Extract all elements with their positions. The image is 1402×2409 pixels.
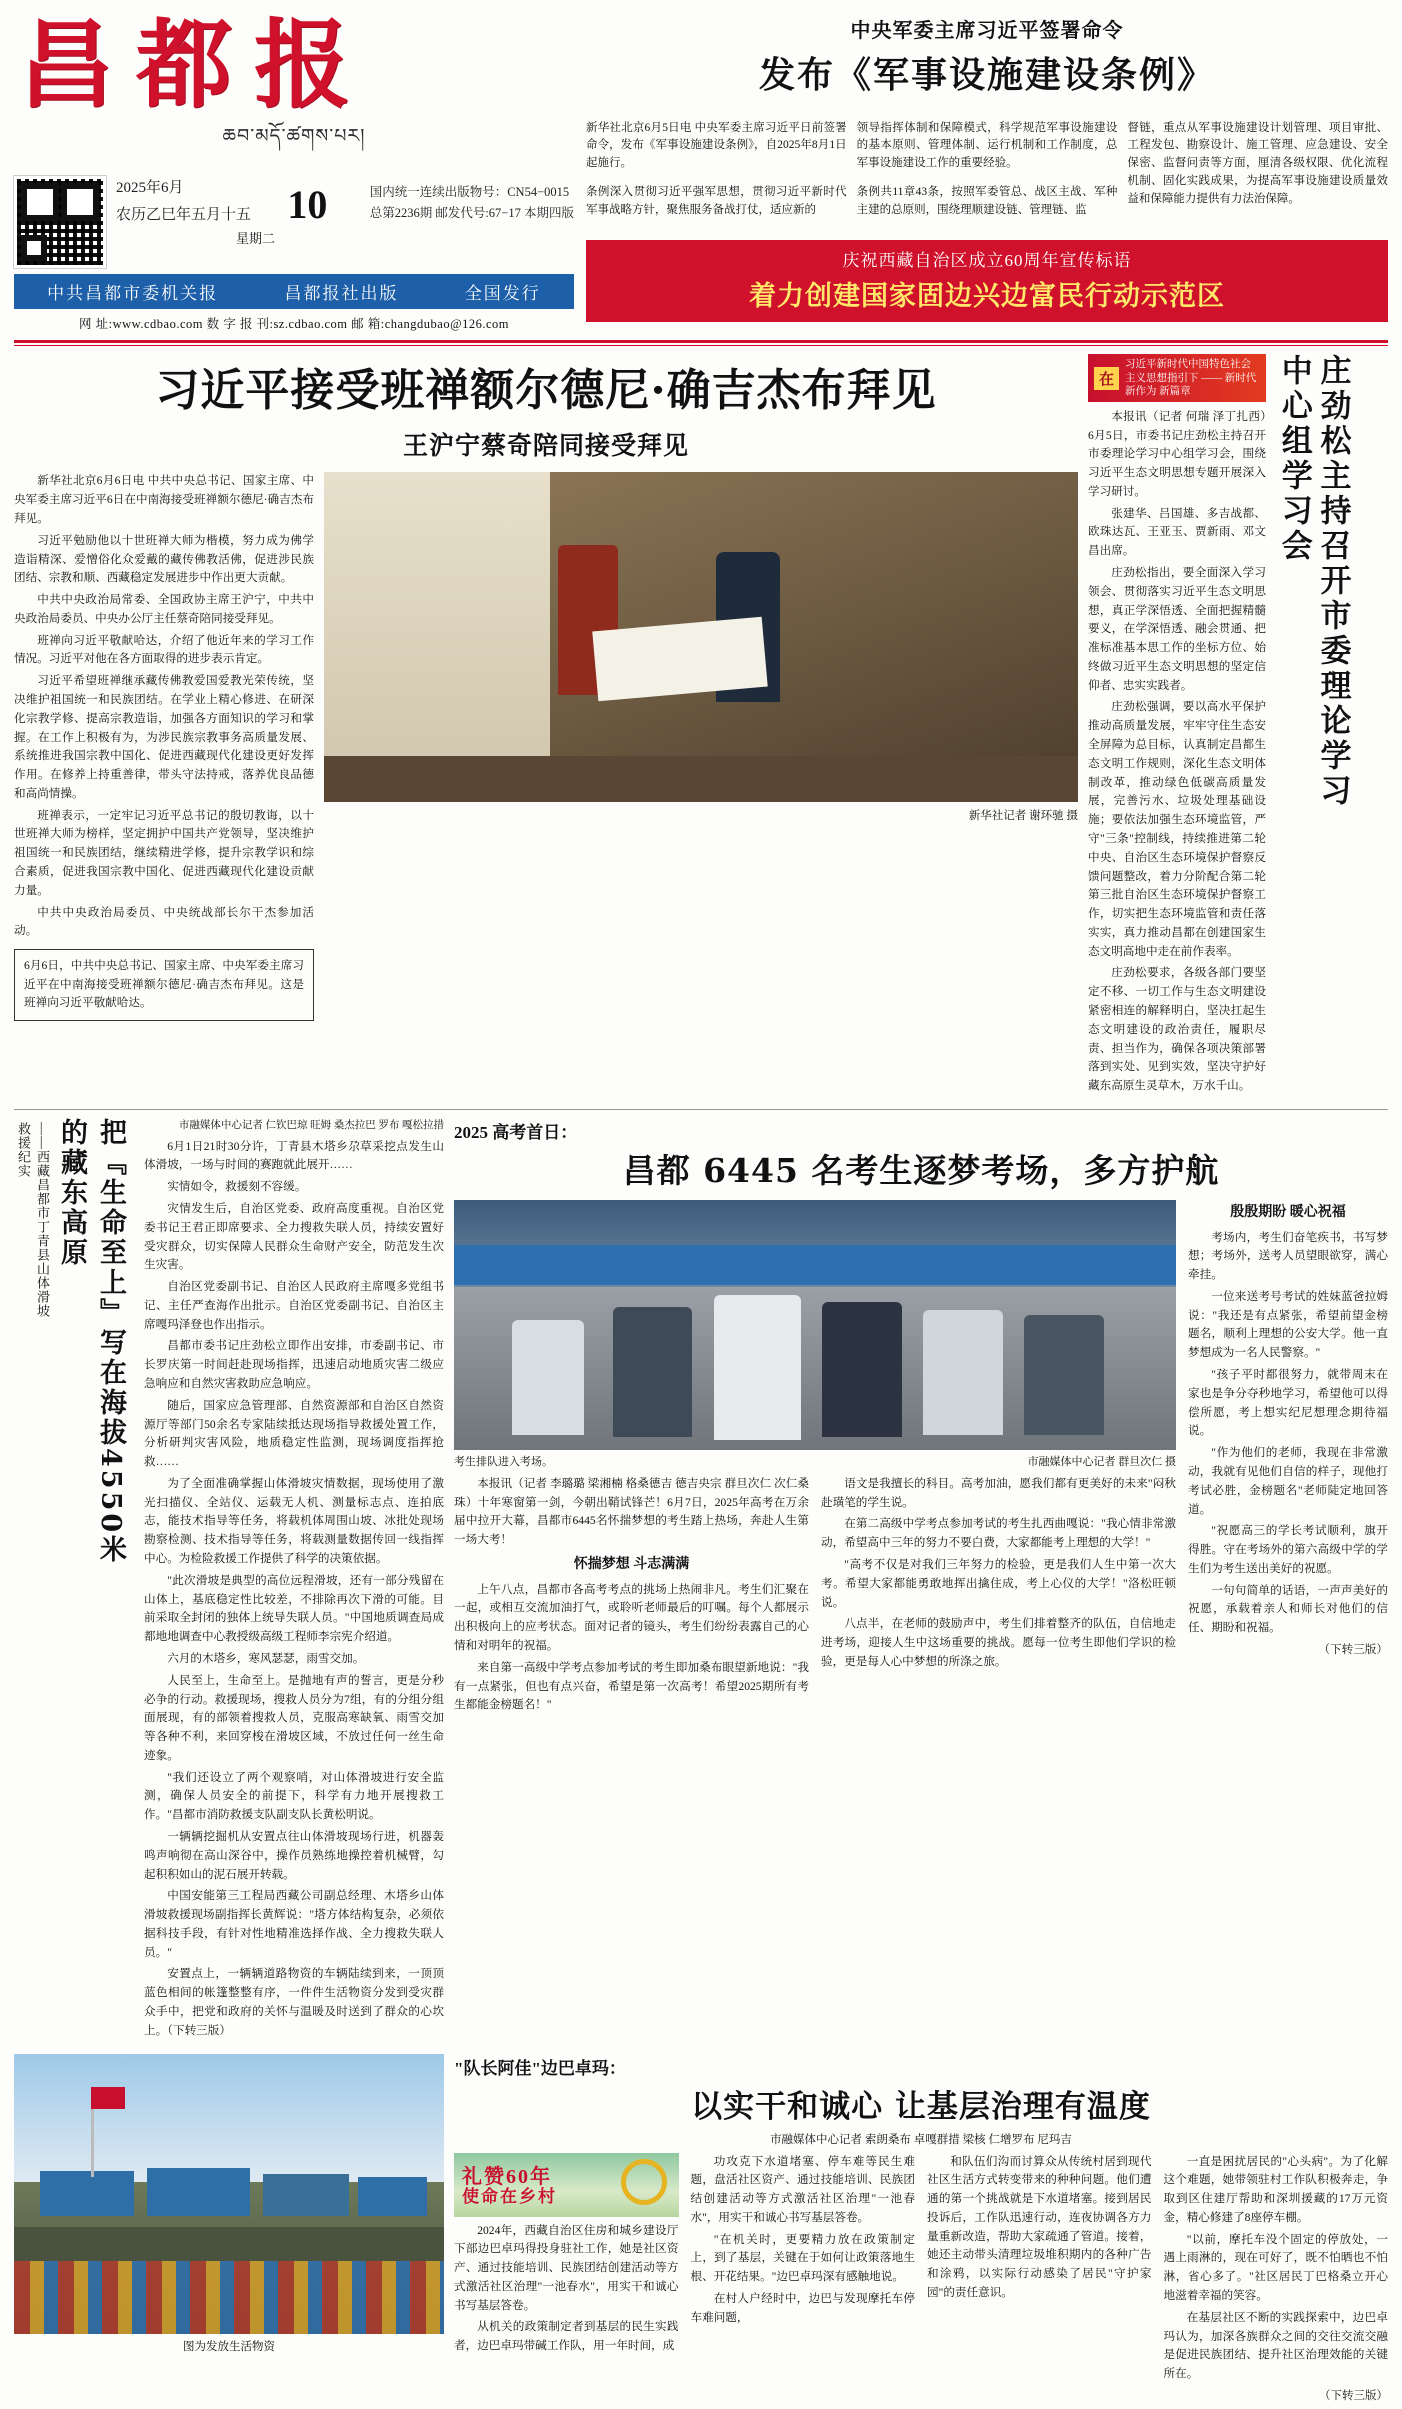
weekday: 星期二 <box>236 231 276 247</box>
gaokao-para: 在第二高级中学考点参加考试的考生扎西曲嘎说："我心情非常激动，希望高中三年的努力不要白费，大家都能考上理想的大学！" <box>821 1517 1176 1550</box>
gaokao-para: 八点半，在老师的鼓励声中，考生们排着整齐的队伍，自信地走进考场，迎接人生中这场重要的挑战。愿每一位考生即他们学识的检验，更是每人心中梦想的所涤之旅。 <box>821 1617 1176 1668</box>
relief-supplies-photo <box>14 2054 444 2334</box>
relief-para: 随后，国家应急管理部、自然资源部和自治区自然资源厅等部门50余名专家陆续抵达现场指导救援处置工作，分析研判灾害风险，地质稳定性监测，现场调度指挥抢救…… <box>144 1398 444 1469</box>
publisher-org: 中共昌都市委机关报 <box>47 284 219 304</box>
masthead <box>14 10 1388 332</box>
divider-red-thin <box>14 345 1388 346</box>
middle-section <box>14 1109 1388 2044</box>
grassroots-para: 在基层社区不断的实践探索中，边巴卓玛认为，加深各族群众之间的交往交流交融是促进民族团结、提升社区治理效能的关键所在。 <box>1163 2310 1388 2381</box>
relief-para: 六月的木塔乡，寒风瑟瑟，雨雪交加。 <box>167 1651 365 1665</box>
header-columns <box>586 108 1388 232</box>
lunar-date: 农历乙巳年五月十五 <box>116 207 252 224</box>
grassroots-kicker: "队长阿佳"边巴卓玛： <box>454 2058 626 2078</box>
gaokao-para2: "作为他们的老师，我现在非常激动，我就有见他们自信的样子，现他打考试必胜，金榜题名"老师陡定地回答道。 <box>1188 1446 1388 1516</box>
gaokao-para: 语文是我擅长的科目。高考加油，愿我们都有更美好的未来"闷秋赴璜笔的学生说。 <box>821 1476 1176 1509</box>
grassroots-para: 功攻克下水道堵塞、停车难等民生难题，盘活社区资产、通过技能培训、民族团结创建活动等方式激活社区治理"一池春水"，用实干和诚心书写基层答卷。 <box>690 2154 915 2224</box>
grassroots-col-4 <box>1164 2153 1389 2409</box>
gaokao-para: 上午八点，昌都市各高考考点的挑场上热闹非凡。考生们汇聚在一起，或相互交流加油打气，或聆听老师最后的叮嘱。每个人都展示出积极向上的应考状态。面对记者的镜头，考生们纷纷表露自己的心情和对明年的祝福。 <box>454 1582 809 1653</box>
lead-para: 班禅表示，一定牢记习近平总书记的殷切教诲，以十世班禅大师为榜样，坚定拥护中国共产党领导，坚决维护祖国统一和民族团结，继续精进学修，提升宗教学识和综合素质，促进我国宗教中国化、促进西藏现代化建设贡献力量。 <box>14 808 314 897</box>
grassroots-headline: 以实干和诚心 让基层治理有温度 <box>691 2088 1151 2125</box>
gaokao-para: 来自第一高级中学考点参加考试的考生即加桑布眼望新地说："我有一点紧张，但也有点兴奋，希望是第一次高考！希望2025期所有考生都能金榜题名！" <box>454 1660 809 1712</box>
qr-code[interactable] <box>14 176 106 268</box>
grassroots-para: "在机关时，更要精力放在政策制定上，到了基层，关键在于如何让政策落地生根、开花结果。"边巴卓玛深有感触地说。 <box>690 2232 915 2284</box>
emblem-line-1: 礼赞60年 <box>462 2165 552 2188</box>
tibetan-nameplate: ཆབ་མདོ་ཚགས་པར། <box>222 125 366 148</box>
lead-right-column <box>1088 354 1388 1099</box>
theory-badge <box>1088 354 1266 401</box>
grassroots-columns <box>454 2153 1388 2409</box>
gaokao-para: "高考不仅是对我们三年努力的检验，更是我们人生中第一次大考。希望大家都能勇敢地挥出擒住成，考上心仪的大学！"洛松旺顿说。 <box>821 1558 1176 1609</box>
grassroots-col-1 <box>454 2153 679 2409</box>
contact-line[interactable]: 网 址:www.cdbao.com 数 字 报 刊:sz.cdbao.com 邮 箱:changdubao@126.com <box>78 317 509 332</box>
publisher-house: 昌都报社出版 <box>284 284 399 304</box>
masthead-left <box>14 10 574 332</box>
relief-story-title-block <box>14 1118 134 2044</box>
theory-para: 庄劲松指出，要全面深入学习领会、贯彻落实习近平生态文明思想，真正学深悟透、全面把握精髓要义，在学深悟透、融会贯通、把准标准基本思工作的坐标方位、始终做习近平生态文明思想的坚定信仰者、忠实实践者。 <box>1088 566 1266 692</box>
gaokao-byline: 本报讯（记者 李璐璐 梁湘楠 格桑德吉 德吉央宗 群旦次仁 次仁桑珠）十年寒窗第一剑，今朝出鞘试锋芒！6月7日，2025年高考在万余届中拉开大幕，昌都市6445名怀揣梦想的考生踏上热场，奔赴人生第一场大考！ <box>454 1476 809 1547</box>
relief-para: 人民至上，生命至上。是抛地有声的誓言，更是分秒必争的行动。救援现场，搜救人员分为7组，有的分组分组面展现，有的部领着搜救人员，克服高寒缺氧、雨雪交加等各种不利，来回穿梭在滑坡区域，不放过任何一丝生命迹象。 <box>144 1673 444 1762</box>
relief-para: 昌都市委书记庄劲松立即作出安排，市委副书记、市长罗庆第一时间赶赴现场指挥，迅速启动地质灾害二级应急响应和自然灾害救助应急响应。 <box>144 1339 444 1391</box>
lead-photo-note: 6月6日，中共中央总书记、国家主席、中央军委主席习近平在中南海接受班禅额尔德尼·确吉杰布拜见。这是班禅向习近平敬献哈达。 <box>14 949 314 1021</box>
masthead-right <box>586 10 1388 322</box>
slogan-line-2: 着力创建国家固边兴边富民行动示范区 <box>749 280 1225 311</box>
gaokao-jump: （下转三版） <box>1318 1642 1388 1656</box>
lead-para: 班禅向习近平敬献哈达，介绍了他近年来的学习工作情况。习近平对他在各方面取得的进步表示肯定。 <box>14 633 314 666</box>
gaokao-para2: 一位来送考号考试的姓妹蓝爸拉姆说："我还是有点紧张，希望前望金榜题名，顺利上理想的公安大学。他一直梦想成为一名人民警察。" <box>1188 1289 1388 1360</box>
relief-para: 为了全面准确掌握山体滑坡灾情数据，现场使用了激光扫描仪、全站仪、运载无人机、测量标志点、连拍底志，能技术指导等任务，将载机体周围山坡、冰批处现场勘察检测、技术指导等任务，将载测量数据传回一线指挥中心。为检险救援工作提供了科学的决策依据。 <box>144 1476 444 1566</box>
lead-body <box>14 472 1078 1020</box>
relief-para: 实情如令，救援刻不容缓。 <box>167 1180 307 1194</box>
relief-para: 灾情发生后，自治区党委、政府高度重视。自治区党委书记王君正即席要求、全力搜救失联人员，持续安置好受灾群众，切实保障人民群众生命财产安全，防范发生次生灾害。 <box>144 1201 444 1272</box>
date-block <box>106 176 574 247</box>
relief-para: "此次滑坡是典型的高位远程滑坡，还有一部分残留在山体上，基底稳定性比较差，不排除再次下滑的可能。目前采取全封闭的独体上统导失联人员。"中国地质调查局成都地地调查中心教授级高级工程师李宗宪介绍道。 <box>144 1573 444 1644</box>
gaokao-para2: "祝愿高三的学长考试顺利，旗开得胜。守在考场外的第六高级中学的学生们为考生送出美好的祝愿。 <box>1188 1524 1388 1575</box>
relief-para: 一辆辆挖掘机从安置点往山体滑坡现场行进，机器轰鸣声响彻在高山深谷中，操作员熟练地操控着机械臂，勾起积积如山的泥石展开转载。 <box>144 1829 444 1881</box>
gaokao-sub1: 怀揣梦想 斗志满满 <box>573 1557 690 1573</box>
divider-red-thick <box>14 340 1388 343</box>
gaokao-story <box>454 1118 1388 2044</box>
theory-para: 本报讯（记者 何瑞 泽丁扎西）6月5日，市委书记庄劲松主持召开市委理论学习中心组学习会，围绕习近平生态文明思想专题开展深入学习研讨。 <box>1088 409 1266 498</box>
relief-para: 中国安能第三工程局西藏公司副总经理、木塔乡山体滑坡救援现场副指挥长黄辉说："塔方体结构复杂，必须依据科技手段，有针对性地精准选择作战、全力搜救失联人员。" <box>144 1889 444 1959</box>
lead-main <box>14 354 1078 1099</box>
grassroots-para: 在村人户经时中，边巴与发现摩托车停车难问题， <box>690 2292 915 2324</box>
header-kicker: 中央军委主席习近平签署命令 <box>850 20 1124 42</box>
lead-headline: 习近平接受班禅额尔德尼·确吉杰布拜见 <box>155 365 937 417</box>
lead-photo-block <box>324 472 1078 1020</box>
header-para: 新华社北京6月5日电 中央军委主席习近平日前签署命令，发布《军事设施建设条例》，自2025年8月1日起施行。 <box>586 121 847 170</box>
red-slogan-banner <box>586 240 1388 322</box>
theory-study-column <box>1088 354 1266 1099</box>
day-number: 10 <box>287 182 328 228</box>
issue-number-total: 总第2236期 邮发代号:67−17 本期四版 <box>369 206 574 221</box>
zai-badge-char: 在 <box>1094 367 1119 390</box>
header-para: 条例深入贯彻习近平强军思想，贯彻习近平新时代军事战略方针，聚焦服务备战打仗，适应新的 <box>586 186 847 217</box>
grassroots-para: 和队伍们沟而讨算众从传统村居到现代社区生活方式转变带来的种种问题。他们遭通的第一个挑战就是下水道堵塞。接到居民投诉后，工作队迅速行动，连夜协调各方力量重新改造，帮助大家疏通了管道。接着，她还主动带头清理垃圾堆积期内的各种广告和涂鸦，以实际行动感染了居民"守护家园"的责任意识。 <box>927 2154 1152 2300</box>
lead-para: 习近平希望班禅继承藏传佛教爱国爱教光荣传统，坚决维护祖国统一和民族团结。在学业上精心修进、在研深化宗教学修、提高宗教造诣，加强各方面知识的学习和掌握。在工作上积极有为，为涉民族宗教事务高质量发展、系统推进我国宗教中国化、促进西藏现代化建设更好发挥作用。在修养上持重善律，带头守法持戒，落养优良品德和高尚情操。 <box>14 674 314 800</box>
grassroots-para: 从机关的政策制定者到基层的民生实践者，边巴卓玛带碱工作队，用一年时间，成 <box>454 2320 679 2353</box>
gaokao-photo-caption: 考生排队进入考场。 <box>454 1455 553 1468</box>
gaokao-para2: 一句句简单的话语，一声声美好的祝愿，承载着亲人和师长对他们的信任、期盼和祝福。 <box>1188 1583 1388 1635</box>
lead-photo-byline: 新华社记者 谢环驰 摄 <box>968 810 1078 823</box>
theory-para: 庄劲松强调，要以高水平保护推动高质量发展，牢牢守住生态安全屏障为总目标，认真制定昌都生态文明工作规则，深化生态文明体制改革，推动绿色低碳高质量发展，完善污水、垃圾处理基础设施；要依法加强生态环境监管，严守"三条"控制线，持续推进第二轮中央、自治区生态环境保护督察反馈问题整改，着力分阶配合第二轮第三批自治区生态环境保护督察工作，切实把生态环境监管和责任落实实，真力推动昌都在创建国家生态文明高地中走在前作表率。 <box>1088 700 1266 958</box>
gaokao-photo-byline: 市融媒体中心记者 群旦次仁 摄 <box>1027 1455 1176 1468</box>
relief-headline: 把『生命至上』写在海拔4550米的藏东高原 <box>56 1117 126 1566</box>
theory-para: 张建华、吕国雄、多吉战都、欧珠达瓦、王亚玉、贾新雨、邓文昌出席。 <box>1088 506 1266 558</box>
lead-subheadline: 王沪宁蔡奇陪同接受拜见 <box>402 433 689 461</box>
header-para: 领导指挥体制和保障模式，科学规范军事设施建设的基本原则、管理体制、运行机制和工作制度，总军事设施建设工作的重要经验。 <box>856 121 1118 170</box>
anniversary-emblem <box>454 2153 679 2217</box>
emblem-line-2: 使命在乡村 <box>462 2187 557 2207</box>
relief-para: "我们还设立了两个观察哨，对山体滑坡进行安全监测，确保人员安全的前提下，科学有力地开展搜救工作。"昌都市消防救援支队副支队长黄松明说。 <box>144 1770 444 1822</box>
gaokao-students-photo <box>454 1200 1176 1450</box>
gaokao-para2: "孩子平时都很努力，就带周末在家也是争分夺秒地学习，希望他可以得偿所愿，考上想实纪尼想理念期待福说。 <box>1188 1368 1388 1438</box>
publisher-bar <box>14 274 574 309</box>
theory-text <box>1088 408 1266 1096</box>
gaokao-kicker: 2025 高考首日： <box>454 1122 578 1142</box>
lead-para: 习近平勉励他以十世班禅大师为楷模，努力成为佛学造诣精深、爱憎俗化众爱戴的藏传佛教活佛，促进涉民族团结、宗教和顺、西藏稳定发展进步中作出更大贡献。 <box>14 533 314 585</box>
relief-subheadline: ——西藏昌都市丁青县山体滑坡救援纪实 <box>16 1121 50 1318</box>
slogan-line-1: 庆祝西藏自治区成立60周年宣传标语 <box>842 250 1132 270</box>
relief-para: 6月1日21时30分许，丁青县木塔乡尕草采挖点发生山体滑坡，一场与时间的赛跑就此展开…… <box>144 1139 444 1172</box>
lead-para: 中共中央政治局委员、中央统战部长尔干杰参加活动。 <box>14 905 314 938</box>
grassroots-jump: （下转三版） <box>1319 2389 1388 2402</box>
theory-para: 庄劲松要求，各级各部门要坚定不移、一切工作与生态文明建设紧密相连的解释明白，坚决扛起生态文明建设的政治责任，履职尽责、担当作为，确保各项决策部署落到实处、见到实效，坚决守护好藏东高原生灵草木，万水千山。 <box>1088 966 1266 1093</box>
issue-number-cn: 国内统一连续出版物号：CN54−0015 <box>369 184 570 199</box>
lead-para: 中共中央政治局常委、全国政协主席王沪宁，中共中央政治局委员、中央办公厅主任蔡奇陪同接受拜见。 <box>14 593 314 625</box>
theory-badge-text: 习近平新时代中国特色社会主义思想指引下 —— 新时代 新作为 新篇章 <box>1125 359 1257 397</box>
grassroots-para: 一直是困扰居民的"心头病"。为了化解这个难题，她带领驻村工作队积极奔走，争取到区住建厅帮助和深圳援藏的17万元资金，精心修建了8座停车棚。 <box>1163 2154 1388 2224</box>
gaokao-sub2: 殷殷期盼 暖心祝福 <box>1230 1204 1346 1220</box>
grassroots-para: 2024年，西藏自治区住房和城乡建设厅下部边巴卓玛得投身驻社工作，她是社区资产、通过技能培训、民族团结创建活动等方式激活社区治理"一池春水"，用实干和诚心书写基层答卷。 <box>454 2223 679 2312</box>
relief-para: 自治区党委副书记、自治区人民政府主席嘎多党组书记、主任严查海作出批示。自治区党委副书记、自治区主席嘎玛泽登也作出指示。 <box>144 1280 444 1331</box>
issue-date: 2025年6月 <box>116 180 184 197</box>
relief-text-column <box>144 1118 444 2044</box>
header-para: 条例共11章43条，按照军委管总、战区主战、军种主建的总原则，围绕理顺建设链、管理链、监 <box>856 186 1118 217</box>
grassroots-story <box>454 2054 1388 2409</box>
bottom-section <box>14 2054 1388 2409</box>
relief-byline: 市融媒体中心记者 仁钦巴琼 旺姆 桑杰拉巴 罗布 嘎松拉措 <box>178 1119 444 1131</box>
grassroots-col-3 <box>927 2153 1152 2409</box>
masthead-info <box>14 176 574 268</box>
gaokao-para2: 考场内，考生们奋笔疾书，书写梦想；考场外，送考人员望眼欲穿，满心牵挂。 <box>1188 1230 1388 1282</box>
xi-meets-panchen-photo <box>324 472 1078 802</box>
relief-photo-block <box>14 2054 444 2409</box>
distribution: 全国发行 <box>464 284 541 304</box>
emblem-ring-icon <box>621 2159 667 2205</box>
grassroots-col-2 <box>691 2153 916 2409</box>
relief-para: 安置点上，一辆辆道路物资的车辆陆续到来，一顶顶蓝色相间的帐篷整整有序，一件件生活物资分发到受灾群众手中，把党和政府的关怀与温暖及时送到了群众的心坎上。（下转三版） <box>144 1967 444 2037</box>
lead-story <box>14 354 1388 1099</box>
gaokao-headline: 昌都 6445 名考生逐梦考场，多方护航 <box>622 1150 1220 1190</box>
newspaper-logo: 昌都报 <box>18 8 372 121</box>
grassroots-para: "以前，摩托车没个固定的停放处，一遇上雨淋的，现在可好了，既不怕晒也不怕淋，省心多了。"社区居民丁巴格桑立开心地滋着幸福的笑容。 <box>1163 2232 1388 2303</box>
gaokao-right-column <box>1188 1200 1388 1718</box>
lead-text-column <box>14 472 314 1020</box>
theory-vertical-headline: 庄劲松主持召开市委理论学习中心组学习会 <box>1275 354 1351 810</box>
lead-para: 新华社北京6月6日电 中共中央总书记、国家主席、中央军委主席习近平6日在中南海接受班禅额尔德尼·确吉杰布拜见。 <box>14 474 314 525</box>
grassroots-byline: 市融媒体中心记者 索朗桑布 卓嘎群措 梁核 仁增罗布 尼玛吉 <box>770 2133 1072 2146</box>
header-title: 发布《军事设施建设条例》 <box>758 54 1215 96</box>
relief-photo-caption: 图为发放生活物资 <box>183 2340 275 2353</box>
header-para: 督链，重点从军事设施建设计划管理、项目审批、工程发包、勘察设计、施工管理、应急建设、安全保密、监督问责等方面，厘清各级权限、优化流程机制、固化实践成果，为提高军事设施建设质量效益和保障能力提供有力法治保障。 <box>1127 121 1389 205</box>
